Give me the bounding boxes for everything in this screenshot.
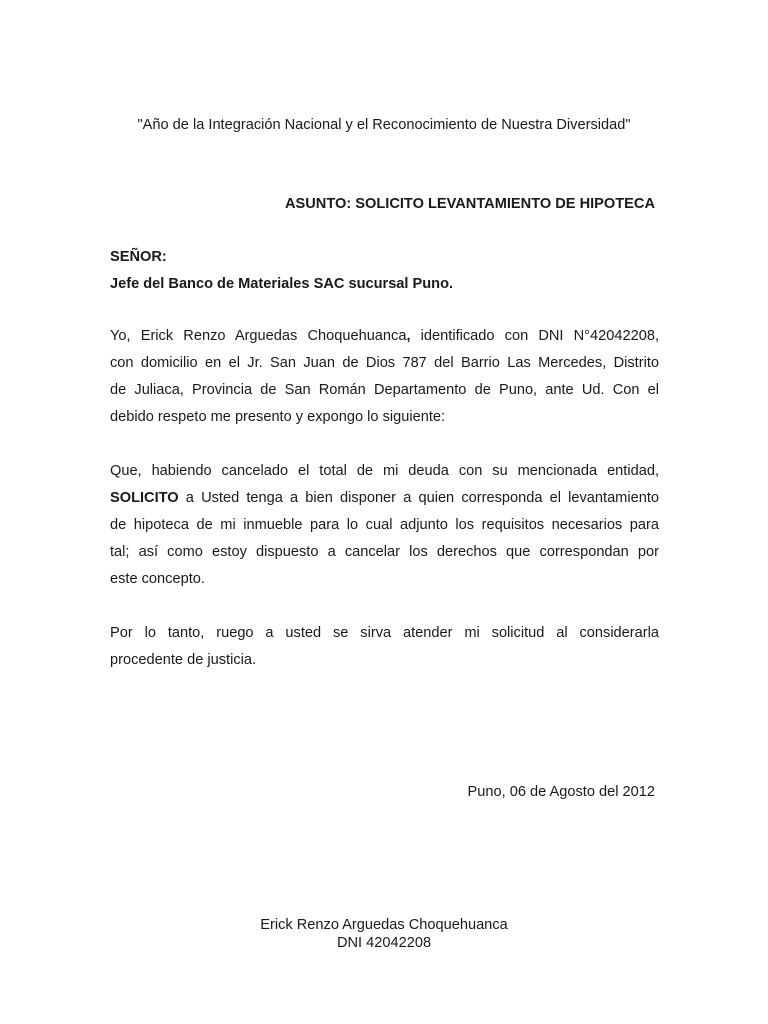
paragraph-2-line-4: tal; así como estoy dispuesto a cancelar los derechos que correspondan por <box>110 544 659 560</box>
applicant-comma: , <box>406 328 411 344</box>
paragraph-2-line-5: este concepto. <box>110 571 205 587</box>
place-and-date: Puno, 06 de Agosto del 2012 <box>467 784 655 800</box>
recipient: Jefe del Banco de Materiales SAC sucursal Puno. <box>110 276 454 292</box>
motto: "Año de la Integración Nacional y el Reconocimiento de Nuestra Diversidad" <box>137 117 631 133</box>
subject-line: ASUNTO: SOLICITO LEVANTAMIENTO DE HIPOTECA <box>285 196 655 212</box>
request-text: a Usted tenga a bien disponer a quien corresponda el levantamiento <box>178 490 659 506</box>
paragraph-1-line-4: debido respeto me presento y expongo lo siguiente: <box>110 409 446 425</box>
signature-dni: DNI 42042208 <box>336 935 432 951</box>
paragraph-2-line-2 <box>110 488 659 508</box>
salutation: SEÑOR: <box>110 249 167 265</box>
request-keyword: SOLICITO <box>110 490 179 506</box>
paragraph-1-line-1 <box>110 326 659 346</box>
paragraph-1-line-2: con domicilio en el Jr. San Juan de Dios 787 del Barrio Las Mercedes, Distrito <box>110 355 659 371</box>
paragraph-2-line-1: Que, habiendo cancelado el total de mi deuda con su mencionada entidad, <box>110 463 659 479</box>
paragraph-3-line-1: Por lo tanto, ruego a usted se sirva atender mi solicitud al considerarla <box>110 625 659 641</box>
paragraph-2-line-3: de hipoteca de mi inmueble para lo cual adjunto los requisitos necesarios para <box>110 517 659 533</box>
paragraph-1-line-3: de Juliaca, Provincia de San Román Departamento de Puno, ante Ud. Con el <box>110 382 659 398</box>
applicant-dni: identificado con DNI N°42042208, <box>410 328 659 344</box>
signature-name: Erick Renzo Arguedas Choquehuanca <box>260 917 508 933</box>
paragraph-3-line-2: procedente de justicia. <box>110 652 257 668</box>
applicant-intro: Yo, Erick Renzo Arguedas Choquehuanca <box>110 328 407 344</box>
